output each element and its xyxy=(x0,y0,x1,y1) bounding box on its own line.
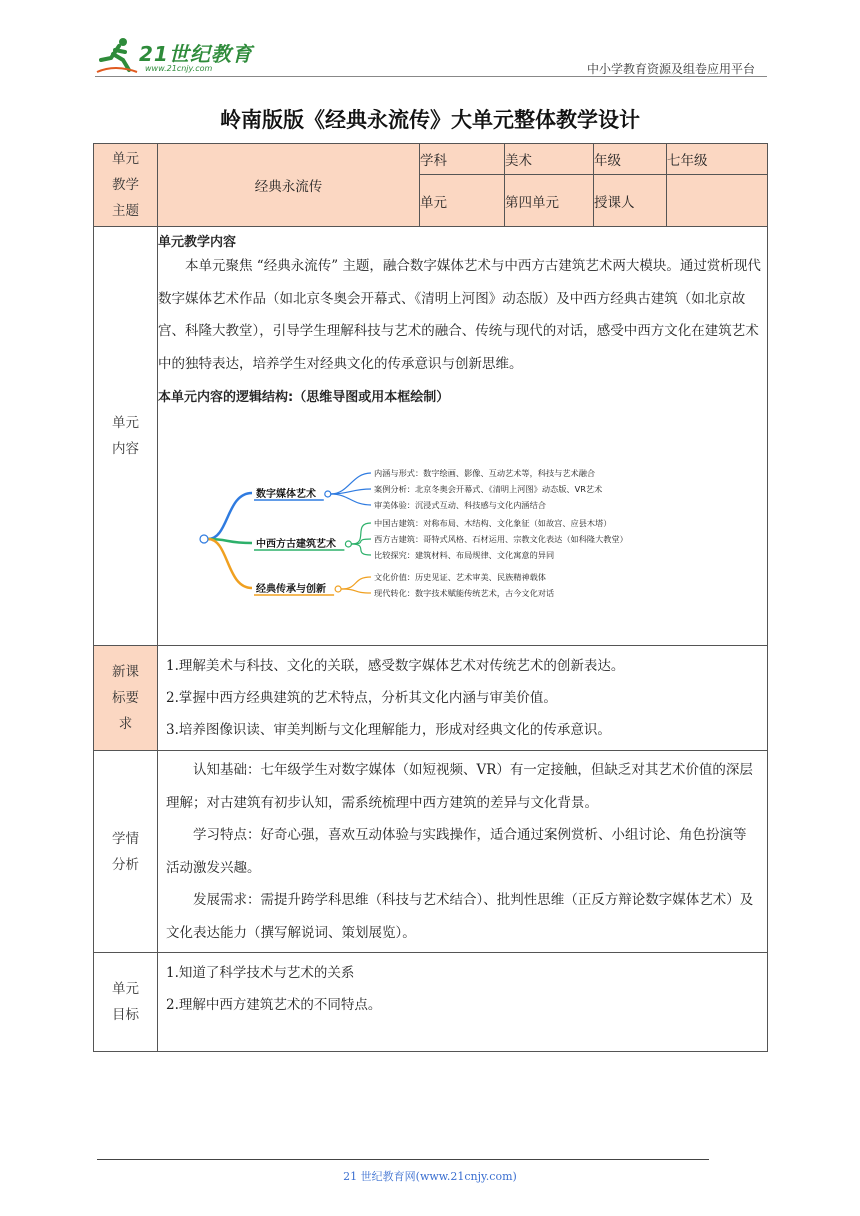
platform-name: 中小学教育资源及组卷应用平台 xyxy=(586,62,755,76)
mind-map-item: 案例分析：北京冬奥会开幕式、《清明上河图》动态版、VR艺术 xyxy=(374,484,603,494)
footer-divider xyxy=(97,1159,709,1160)
logo xyxy=(95,34,255,78)
subject-label: 学科 xyxy=(420,144,505,175)
analysis-paragraph: 认知基础：七年级学生对数字媒体（如短视频、VR）有一定接触，但缺乏对其艺术价值的深层理解；对古建筑有初步认知，需系统梳理中西方建筑的差异与文化背景。 xyxy=(166,762,753,811)
page-header xyxy=(95,34,765,82)
mind-map xyxy=(196,455,676,605)
branch-node xyxy=(335,586,341,592)
analysis-label: 学情分析 xyxy=(94,751,158,953)
branch-node xyxy=(325,491,331,497)
logo-brand: 21世纪教育 xyxy=(139,42,253,66)
goals-label: 单元目标 xyxy=(94,953,158,1052)
document-title: 岭南版版《经典永流传》大单元整体教学设计 xyxy=(220,108,640,132)
analysis-paragraph: 学习特点：好奇心强，喜欢互动体验与实践操作，适合通过案例赏析、小组讨论、角色扮演等活动激发兴趣。 xyxy=(166,827,747,876)
item-link xyxy=(351,544,371,555)
mind-map-item: 文化价值：历史见证、艺术审美、民族精神载体 xyxy=(374,572,546,582)
structure-heading: 本单元内容的逻辑结构:（思维导图或用本框绘制） xyxy=(158,390,450,405)
runner-logo-icon xyxy=(95,36,139,76)
teacher-value xyxy=(667,175,768,227)
unit-label: 单元 xyxy=(420,175,505,227)
standard-item: 2.掌握中西方经典建筑的艺术特点，分析其文化内涵与审美价值。 xyxy=(166,690,557,706)
mind-map-item: 审美体验：沉浸式互动、科技感与文化内涵结合 xyxy=(374,500,546,510)
item-link xyxy=(341,589,371,593)
header-divider xyxy=(95,76,767,77)
teacher-label: 授课人 xyxy=(594,175,667,227)
analysis-cell xyxy=(158,751,768,953)
mind-map-svg xyxy=(196,455,676,605)
theme-value: 经典永流传 xyxy=(158,144,420,227)
unit-content-label: 单元内容 xyxy=(94,227,158,646)
standards-cell xyxy=(158,646,768,751)
mind-map-item: 中国古建筑：对称布局、木结构、文化象征（如故宫、应县木塔） xyxy=(374,518,612,528)
goal-item: 2.理解中西方建筑艺术的不同特点。 xyxy=(166,997,382,1013)
grade-value: 七年级 xyxy=(667,144,768,175)
branch-link xyxy=(208,493,252,539)
grade-label: 年级 xyxy=(594,144,667,175)
mind-map-item: 西方古建筑：哥特式风格、石材运用、宗教文化表达（如科隆大教堂） xyxy=(374,534,628,544)
theme-label: 单元教学主题 xyxy=(94,144,158,227)
standard-item: 1.理解美术与科技、文化的关联，感受数字媒体艺术对传统艺术的创新表达。 xyxy=(166,658,625,674)
item-link xyxy=(331,489,371,494)
item-link xyxy=(331,494,371,505)
branch-title: 经典传承与创新 xyxy=(256,584,326,595)
mind-map-item: 比较探究：建筑材料、布局规律、文化寓意的异同 xyxy=(374,550,555,560)
design-table xyxy=(93,143,768,1052)
analysis-paragraph: 发展需求：需提升跨学科思维（科技与艺术结合）、批判性思维（正反方辩论数字媒体艺术）及文化表达能力（撰写解说词、策划展览）。 xyxy=(166,892,754,941)
branch-title: 中西方古建筑艺术 xyxy=(256,539,336,550)
branch-node xyxy=(345,541,351,547)
root-node xyxy=(200,535,208,543)
unit-content-cell xyxy=(158,227,768,646)
item-link xyxy=(341,577,371,589)
mind-map-item: 现代转化：数字技术赋能传统艺术，古今文化对话 xyxy=(374,588,555,598)
footer-text: 21 世纪教育网(www.21cnjy.com) xyxy=(343,1170,517,1183)
goal-item: 1.知道了科学技术与艺术的关系 xyxy=(166,965,355,981)
branch-title: 数字媒体艺术 xyxy=(256,489,316,500)
branch-link xyxy=(208,539,252,588)
subject-value: 美术 xyxy=(505,144,594,175)
goals-cell xyxy=(158,953,768,1052)
standards-label: 新课标要求 xyxy=(94,646,158,751)
mind-map-item: 内涵与形式：数字绘画、影像、互动艺术等，科技与艺术融合 xyxy=(374,468,596,478)
unit-content-paragraph: 本单元聚焦 “经典永流传” 主题，融合数字媒体艺术与中西方古建筑艺术两大模块。通过赏析现代数字媒体艺术作品（如北京冬奥会开幕式、《清明上河图》动态版）及中西方经典古建筑（如北京故宫、科隆大教堂），引导学生理解科技与艺术的融合、传统与现代的对话，感受中西方文化在建筑艺术中的独特表达，培养学生对经典文化的传承意识与创新思维。 xyxy=(158,258,761,372)
logo-url: www.21cnjy.com xyxy=(145,64,213,73)
unit-content-heading: 单元教学内容 xyxy=(158,235,237,250)
standard-item: 3.培养图像识读、审美判断与文化理解能力，形成对经典文化的传承意识。 xyxy=(166,722,611,738)
unit-value: 第四单元 xyxy=(505,175,594,227)
